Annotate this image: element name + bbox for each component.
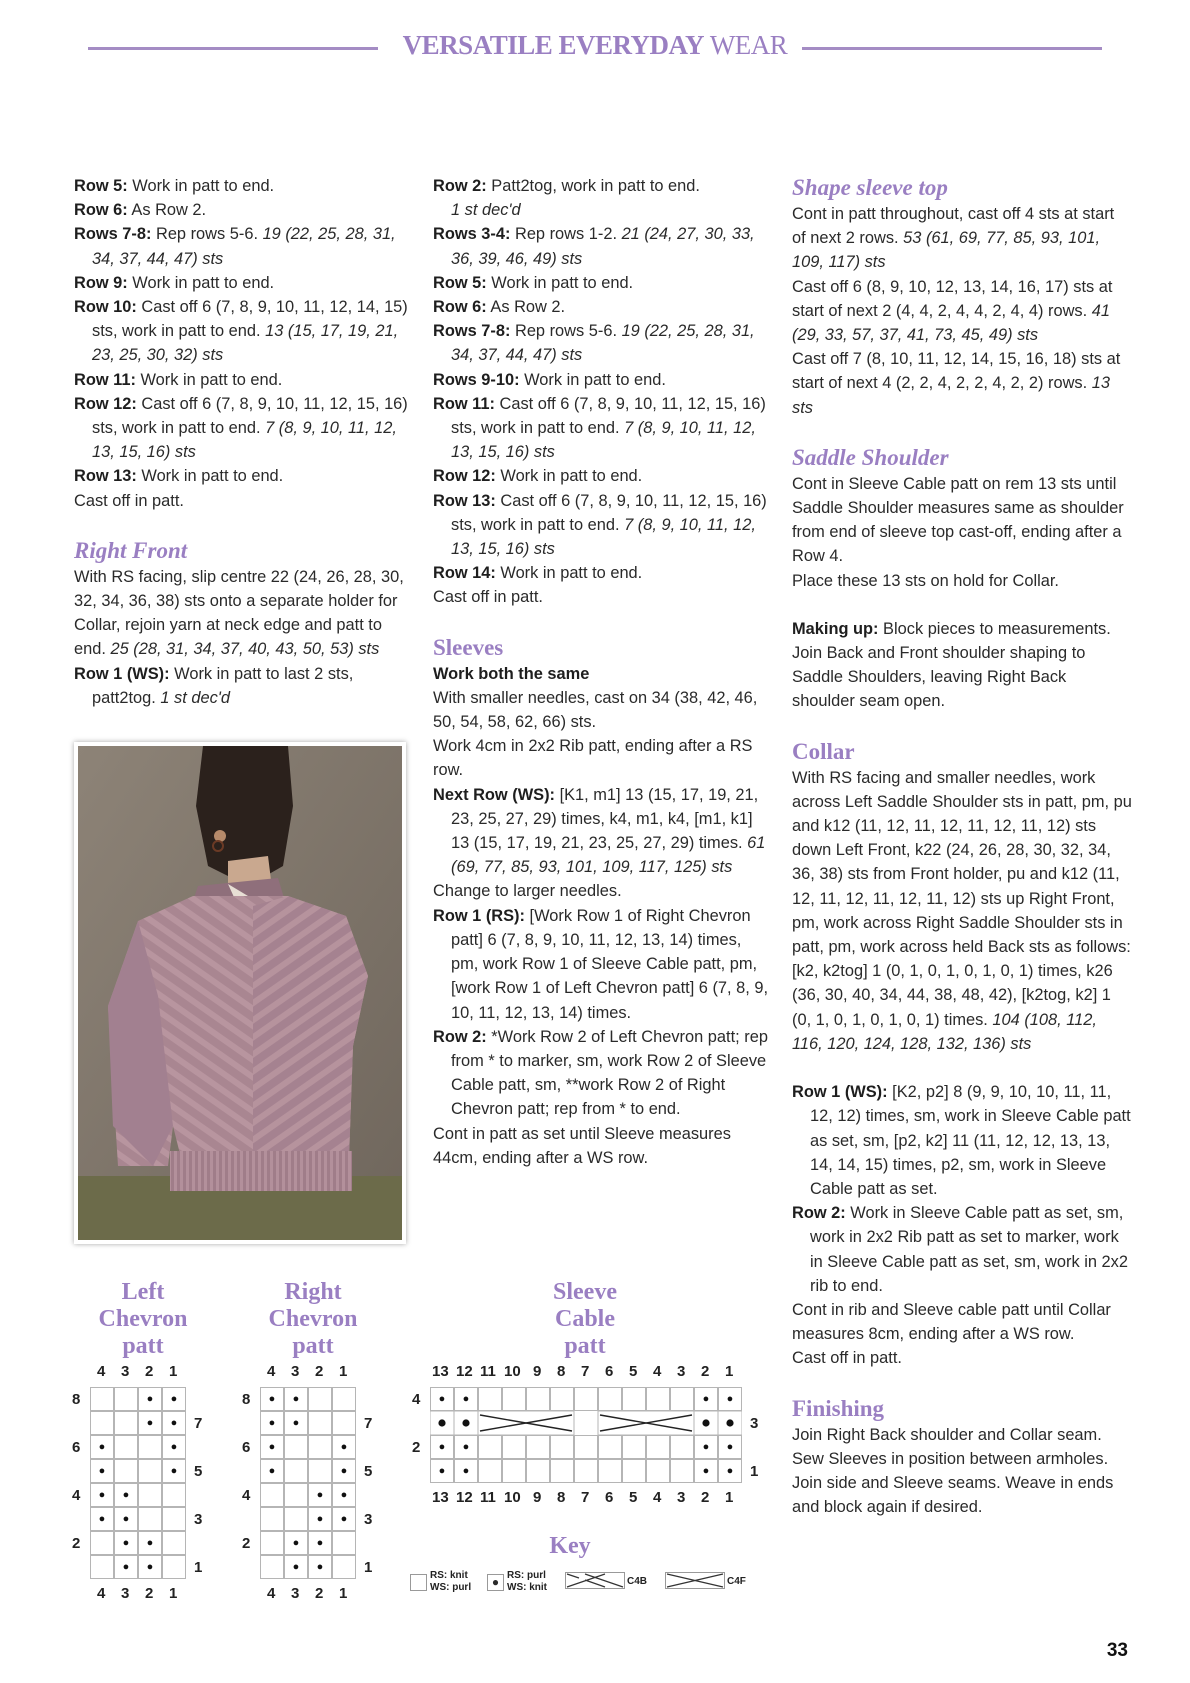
- right-chevron-cell: [332, 1387, 356, 1411]
- sleeve-col-label-top: 3: [677, 1363, 686, 1380]
- row-13b: Row 13: Cast off 6 (7, 8, 9, 10, 11, 12, 15, 16) sts, work in patt to end. 7 (8, 9, 10, 11, 12, 13, 15, 16) sts: [433, 491, 767, 559]
- knit-swatch: [410, 1574, 427, 1591]
- purl-dot: [726, 1419, 733, 1426]
- sleeve-cell: [502, 1459, 526, 1483]
- row-5: Row 5: Work in patt to end.: [74, 177, 275, 195]
- sleeve-cell: [646, 1387, 670, 1411]
- sleeve-cell: ●: [694, 1435, 718, 1459]
- sleeve-col-label-top: 6: [605, 1363, 614, 1380]
- sleeve-cell: [574, 1459, 598, 1483]
- rows-9-10: Rows 9-10: Work in patt to end.: [433, 370, 666, 389]
- right-chevron-cell: [332, 1411, 356, 1435]
- sleeve-col-label-bottom: 13: [432, 1489, 449, 1506]
- heading-shape-sleeve-top: Shape sleeve top: [792, 175, 948, 200]
- left-chevron-cell: [90, 1411, 114, 1435]
- row-11b: Row 11: Cast off 6 (7, 8, 9, 10, 11, 12, 15, 16) sts, work in patt to end. 7 (8, 9, 10, 11, 12, 13, 15, 16) sts: [433, 394, 766, 462]
- sleeve-cable-title: Sleeve Cable patt: [553, 1279, 617, 1359]
- heading-finishing: Finishing: [792, 1395, 885, 1421]
- row-6b: Row 6: As Row 2.: [433, 298, 566, 317]
- sleeve-cell: ●: [454, 1435, 478, 1459]
- sleeve-col-label-bottom: 4: [653, 1489, 662, 1506]
- left-chevron-col-label-top: 4: [97, 1363, 106, 1380]
- right-chevron-cell: ●: [308, 1531, 332, 1555]
- row-12b: Row 12: Work in patt to end.: [433, 467, 643, 486]
- left-chevron-cell: [114, 1387, 138, 1411]
- key-c4f: [665, 1572, 746, 1595]
- sleeve-cell: ●: [430, 1435, 454, 1459]
- right-chevron-cell: ●: [308, 1483, 332, 1507]
- collar-2: Cont in rib and Sleeve cable patt until Collar measures 8cm, ending after a WS row.: [792, 1300, 1111, 1344]
- left-chevron-col-label-top: 2: [145, 1363, 154, 1380]
- left-chevron-cell: ●: [162, 1435, 186, 1459]
- left-chevron-cell: ●: [138, 1555, 162, 1579]
- purl-label: RS: purl WS: knit: [507, 1570, 547, 1593]
- sleeve-length: Cont in patt as set until Sleeve measures 44cm, ending after a WS row.: [433, 1124, 731, 1167]
- right-chevron-cell: [332, 1555, 356, 1579]
- right-chevron-cell: ●: [332, 1483, 356, 1507]
- knit-label: RS: knit WS: purl: [430, 1570, 472, 1593]
- sleeve-row-label: 4: [412, 1391, 421, 1408]
- sleeve-cell: [574, 1435, 598, 1459]
- sleeve-cell: [646, 1459, 670, 1483]
- collar-row-2: Row 2: Work in Sleeve Cable patt as set, sm, work in 2x2 Rib patt as set to marker, work in Sleeve Cable patt as set, sm, work in 2x2 rib to end.: [792, 1204, 1128, 1295]
- work-both-same: Work both the same: [433, 664, 590, 683]
- section-title: [88, 30, 1102, 61]
- right-chevron-cell: [260, 1483, 284, 1507]
- left-chevron-col-label-bottom: 2: [145, 1585, 154, 1602]
- sleeve-col-label-top: 8: [557, 1363, 566, 1380]
- right-chevron-col-label-top: 3: [291, 1363, 300, 1380]
- rows-7-8: Rows 7-8: Rep rows 5-6. 19 (22, 25, 28, 31, 34, 37, 44, 47) sts: [74, 225, 396, 268]
- left-chevron-cell: ●: [138, 1411, 162, 1435]
- heading-collar: Collar: [792, 738, 855, 764]
- c4f-icon: [665, 1572, 725, 1590]
- sleeve-col-label-bottom: 5: [629, 1489, 638, 1506]
- key-c4b: [565, 1572, 648, 1595]
- right-chevron-cell: [260, 1507, 284, 1531]
- row-9: Row 9: Work in patt to end.: [74, 273, 275, 292]
- left-chevron-cell: ●: [90, 1507, 114, 1531]
- left-chevron-cell: [138, 1507, 162, 1531]
- right-chevron-row-label: 3: [364, 1511, 373, 1528]
- sleeve-cell: [526, 1459, 550, 1483]
- left-chevron-cell: [114, 1459, 138, 1483]
- right-chevron-row-label: 1: [364, 1559, 373, 1576]
- rows-7-8b: Rows 7-8: Rep rows 5-6. 19 (22, 25, 28, 31, 34, 37, 44, 47) sts: [433, 322, 755, 365]
- right-chevron-cell: [260, 1531, 284, 1555]
- right-chevron-cell: [284, 1459, 308, 1483]
- sleeve-cell: [622, 1435, 646, 1459]
- purl-dot: [438, 1419, 445, 1426]
- left-chevron-row-label: 6: [72, 1439, 81, 1456]
- row-5b: Row 5: Work in patt to end.: [433, 273, 634, 292]
- right-chevron-cell: ●: [284, 1531, 308, 1555]
- sleeve-cell: [598, 1459, 622, 1483]
- purl-dot: [462, 1419, 469, 1426]
- shape-2: Cast off 6 (8, 9, 10, 12, 13, 14, 16, 17) sts at start of next 2 (4, 4, 2, 4, 4, 2, 4, 4) rows. 41 (29, 33, 57, 37, 41, 73, 45, 49) sts: [792, 277, 1113, 345]
- next-row-ws: Next Row (WS): [K1, m1] 13 (15, 17, 19, 21, 23, 25, 27, 29) times, k4, m1, k4, [m1, k1] 13 (15, 17, 19, 21, 23, 25, 27, 29) times. 61 (69, 77, 85, 93, 101, 109, 117, 125) sts: [433, 785, 766, 877]
- sleeve-cell: ●: [454, 1459, 478, 1483]
- saddle-2: Place these 13 sts on hold for Collar.: [792, 571, 1059, 590]
- sleeve-cell: [478, 1435, 502, 1459]
- sleeve-cell: [502, 1435, 526, 1459]
- sleeve-rib: Work 4cm in 2x2 Rib patt, ending after a RS row.: [433, 737, 753, 780]
- left-chevron-cell: [90, 1555, 114, 1579]
- right-chevron-cell: [308, 1459, 332, 1483]
- row-1-ws: Row 1 (WS): Work in patt to last 2 sts, patt2tog. 1 st dec'd: [74, 664, 354, 707]
- sleeve-col-label-bottom: 11: [480, 1489, 496, 1506]
- sleeve-col-label-bottom: 2: [701, 1489, 710, 1506]
- left-chevron-cell: [162, 1531, 186, 1555]
- sleeve-cell: ●: [694, 1459, 718, 1483]
- right-chevron-cell: [308, 1387, 332, 1411]
- left-chevron-cell: ●: [162, 1459, 186, 1483]
- sleeve-col-label-top: 10: [504, 1363, 521, 1380]
- sleeve-col-label-top: 12: [456, 1363, 473, 1380]
- sleeve-row-label: 3: [750, 1415, 759, 1432]
- sleeve-col-label-top: 9: [533, 1363, 542, 1380]
- row-12: Row 12: Cast off 6 (7, 8, 9, 10, 11, 12, 15, 16) sts, work in patt to end. 7 (8, 9, 10, 11, 12, 13, 15, 16) sts: [74, 394, 408, 462]
- sleeve-cell: [526, 1387, 550, 1411]
- sleeve-col-label-top: 7: [581, 1363, 590, 1380]
- row-2-dec: 1 st dec'd: [451, 201, 521, 220]
- right-chevron-cell: ●: [308, 1507, 332, 1531]
- collar-row-1: Row 1 (WS): [K2, p2] 8 (9, 9, 10, 10, 11, 11, 12, 12) times, sm, work in Sleeve Cable patt as set, sm, [p2, k2] 11 (11, 12, 12, 13, 13, 14, 14, 15) times, p2, sm, work in Sleeve Cable patt as set.: [792, 1083, 1131, 1198]
- right-chevron-cell: [284, 1483, 308, 1507]
- sleeve-col-label-bottom: 12: [456, 1489, 473, 1506]
- left-chevron-cell: [162, 1507, 186, 1531]
- sleeve-cell: [550, 1459, 574, 1483]
- left-chevron-col-label-top: 3: [121, 1363, 130, 1380]
- right-front-text: With RS facing, slip centre 22 (24, 26, 28, 30, 32, 34, 36, 38) sts onto a separate holder for Collar, rejoin yarn at neck edge and patt to end. 25 (28, 31, 34, 37, 40, 43, 50, 53) sts: [74, 567, 404, 659]
- right-chevron-cell: ●: [332, 1435, 356, 1459]
- right-chevron-col-label-bottom: 2: [315, 1585, 324, 1602]
- sleeve-cell: [598, 1435, 622, 1459]
- column-2: [433, 174, 773, 1170]
- sleeve-col-label-top: 4: [653, 1363, 662, 1380]
- left-chevron-cell: [162, 1555, 186, 1579]
- sleeve-cell: ●: [454, 1387, 478, 1411]
- sleeve-col-label-top: 5: [629, 1363, 638, 1380]
- sleeve-cell: [478, 1459, 502, 1483]
- sleeve-cell: [478, 1387, 502, 1411]
- sleeve-col-label-bottom: 8: [557, 1489, 566, 1506]
- left-chevron-title: Left Chevron patt: [98, 1279, 188, 1359]
- left-chevron-row-label: 8: [72, 1391, 81, 1408]
- sleeve-cell: ●: [430, 1459, 454, 1483]
- finishing-text: Join Right Back shoulder and Collar seam. Sew Sleeves in position between armholes. Join side and Sleeve seams. Weave in ends and block again if desired.: [792, 1425, 1114, 1517]
- sleeve-cast-on: With smaller needles, cast on 34 (38, 42, 46, 50, 54, 58, 62, 66) sts.: [433, 688, 758, 732]
- column-3: [792, 174, 1132, 1519]
- left-chevron-cell: ●: [162, 1387, 186, 1411]
- left-chevron-cell: [114, 1411, 138, 1435]
- right-chevron-row-label: 2: [242, 1535, 251, 1552]
- sleeve-cell: [526, 1435, 550, 1459]
- sleeve-cell: ●: [718, 1387, 742, 1411]
- c4b-icon: [565, 1572, 625, 1590]
- sleeve-cell: [550, 1435, 574, 1459]
- left-chevron-cell: ●: [90, 1435, 114, 1459]
- right-chevron-cell: ●: [284, 1387, 308, 1411]
- right-chevron-title: Right Chevron patt: [268, 1279, 358, 1359]
- sleeve-cell: [550, 1387, 574, 1411]
- collar-3: Cast off in patt.: [792, 1349, 902, 1368]
- right-chevron-col-label-top: 4: [267, 1363, 276, 1380]
- left-chevron-cell: [138, 1483, 162, 1507]
- left-chevron-col-label-bottom: 3: [121, 1585, 130, 1602]
- section-title-light: WEAR: [709, 30, 788, 60]
- shape-1: Cont in patt throughout, cast off 4 sts at start of next 2 rows. 53 (61, 69, 77, 85, 93, 101, 109, 117) sts: [792, 205, 1115, 272]
- right-chevron-row-label: 6: [242, 1439, 251, 1456]
- sleeve-cell: ●: [718, 1435, 742, 1459]
- row-1-rs: Row 1 (RS): [Work Row 1 of Right Chevron patt] 6 (7, 8, 9, 10, 11, 12, 13, 14) times, pm, work Row 1 of Sleeve Cable patt, pm, [work Row 1 of Left Chevron patt] 6 (7, 8, 9, 10, 11, 12, 13, 14) times.: [433, 906, 769, 1022]
- left-chevron-cell: [90, 1387, 114, 1411]
- left-chevron-cell: ●: [114, 1507, 138, 1531]
- sleeve-col-label-top: 1: [725, 1363, 734, 1380]
- making-up: Making up: Block pieces to measurements. Join Back and Front shoulder shaping to Saddle Shoulders, leaving Right Back shoulder seam open.: [792, 619, 1111, 711]
- left-chevron-cell: [90, 1531, 114, 1555]
- change-needles: Change to larger needles.: [433, 882, 622, 901]
- c4b-label: C4B: [627, 1576, 648, 1587]
- right-chevron-col-label-top: 2: [315, 1363, 324, 1380]
- left-chevron-row-label: 5: [194, 1463, 203, 1480]
- saddle-1: Cont in Sleeve Cable patt on rem 13 sts until Saddle Shoulder measures same as shoulder from end of sleeve top cast-off, ending after a Row 4.: [792, 474, 1124, 566]
- left-chevron-cell: [162, 1483, 186, 1507]
- left-chevron-cell: ●: [114, 1483, 138, 1507]
- left-chevron-row-label: 7: [194, 1415, 203, 1432]
- right-chevron-cell: ●: [260, 1459, 284, 1483]
- right-chevron-row-label: 7: [364, 1415, 373, 1432]
- sleeve-col-label-bottom: 6: [605, 1489, 614, 1506]
- sweater-photo: [74, 742, 406, 1244]
- sleeve-cell: [670, 1387, 694, 1411]
- cable-crosses: [430, 1411, 742, 1435]
- left-chevron-cell: [114, 1435, 138, 1459]
- row-6: Row 6: As Row 2.: [74, 201, 207, 220]
- right-chevron-cell: ●: [332, 1507, 356, 1531]
- sleeve-cell: ●: [694, 1387, 718, 1411]
- right-chevron-cell: [260, 1555, 284, 1579]
- purl-dot: [702, 1419, 709, 1426]
- left-chevron-cell: ●: [90, 1483, 114, 1507]
- sleeve-cell: [622, 1387, 646, 1411]
- sleeve-cell: ●: [430, 1387, 454, 1411]
- right-chevron-cell: [332, 1531, 356, 1555]
- row-13: Row 13: Work in patt to end.: [74, 467, 284, 486]
- left-chevron-cell: ●: [138, 1387, 162, 1411]
- left-chevron-row-label: 4: [72, 1487, 81, 1504]
- left-chevron-col-label-bottom: 1: [169, 1585, 178, 1602]
- key-title: Key: [549, 1533, 591, 1559]
- cast-off-line-2: Cast off in patt.: [433, 588, 543, 607]
- row-11: Row 11: Work in patt to end.: [74, 370, 283, 389]
- left-chevron-col-label-bottom: 4: [97, 1585, 106, 1602]
- left-chevron-cell: ●: [90, 1459, 114, 1483]
- sleeve-cell: [622, 1459, 646, 1483]
- left-chevron-cell: [138, 1459, 162, 1483]
- right-chevron-cell: ●: [308, 1555, 332, 1579]
- right-chevron-row-label: 8: [242, 1391, 251, 1408]
- sleeve-cell: ●: [718, 1459, 742, 1483]
- shape-3: Cast off 7 (8, 10, 11, 12, 14, 15, 16, 18) sts at start of next 4 (2, 2, 4, 2, 2, 4, 2, 2) rows. 13 sts: [792, 350, 1121, 417]
- purl-swatch: ●: [487, 1574, 504, 1591]
- left-chevron-row-label: 2: [72, 1535, 81, 1552]
- right-chevron-col-label-bottom: 4: [267, 1585, 276, 1602]
- left-chevron-cell: ●: [114, 1531, 138, 1555]
- rows-3-4: Rows 3-4: Rep rows 1-2. 21 (24, 27, 30, 33, 36, 39, 46, 49) sts: [433, 225, 755, 268]
- right-chevron-cell: [284, 1435, 308, 1459]
- sleeve-row-label: 1: [750, 1463, 759, 1480]
- right-chevron-cell: ●: [260, 1387, 284, 1411]
- sleeve-cell: [574, 1387, 598, 1411]
- sleeve-cell: [598, 1387, 622, 1411]
- sleeve-cell: [670, 1435, 694, 1459]
- right-chevron-row-label: 5: [364, 1463, 373, 1480]
- heading-saddle-shoulder: Saddle Shoulder: [792, 444, 949, 470]
- page-number: 33: [1106, 1640, 1128, 1661]
- sleeve-col-label-bottom: 1: [725, 1489, 734, 1506]
- row-10: Row 10: Cast off 6 (7, 8, 9, 10, 11, 12, 14, 15) sts, work in patt to end. 13 (15, 17, 19, 21, 23, 25, 30, 32) sts: [74, 298, 408, 365]
- sleeve-col-label-bottom: 3: [677, 1489, 686, 1506]
- sleeve-col-label-bottom: 7: [581, 1489, 590, 1506]
- section-title-bold: VERSATILE EVERYDAY: [402, 30, 705, 60]
- row-2: Row 2: Patt2tog, work in patt to end.: [433, 177, 700, 195]
- sleeve-col-label-bottom: 10: [504, 1489, 521, 1506]
- right-chevron-cell: [308, 1411, 332, 1435]
- sleeve-col-label-bottom: 9: [533, 1489, 542, 1506]
- sleeve-col-label-top: 11: [480, 1363, 496, 1380]
- left-chevron-cell: ●: [114, 1555, 138, 1579]
- right-chevron-cell: ●: [332, 1459, 356, 1483]
- running-header: [88, 28, 1102, 68]
- left-chevron-cell: ●: [162, 1411, 186, 1435]
- sleeve-cell: [502, 1387, 526, 1411]
- sleeve-col-label-top: 13: [432, 1363, 449, 1380]
- left-chevron-row-label: 1: [194, 1559, 203, 1576]
- right-chevron-cell: ●: [284, 1555, 308, 1579]
- left-chevron-row-label: 3: [194, 1511, 203, 1528]
- sleeve-cell: [646, 1435, 670, 1459]
- right-chevron-cell: [308, 1435, 332, 1459]
- collar-1: With RS facing and smaller needles, work across Left Saddle Shoulder sts in patt, pm, pu and k12 (11, 12, 11, 12, 11, 12, 11, 12) sts down Left Front, k22 (24, 26, 28, 30, 32, 34, 36, 38) sts from Front holder, pu and k12 (11, 12, 11, 12, 11, 12, 11, 12) sts up Right Front, pm, work across Right Saddle Shoulder sts in patt, pm, work across held Back sts as follows: [k2, k2tog] 1 (0, 1, 0, 1, 0, 1, 0, 1) times, k26 (36, 30, 40, 34, 44, 38, 48, 42), [k2tog, k2] 1 (0, 1, 0, 1, 0, 1, 0, 1) times. 104 (108, 112, 116, 120, 124, 128, 132, 136) sts: [792, 768, 1132, 1053]
- right-chevron-cell: ●: [260, 1435, 284, 1459]
- heading-right-front: Right Front: [74, 537, 188, 563]
- row-2-sleeve: Row 2: *Work Row 2 of Left Chevron patt; rep from * to marker, sm, work Row 2 of Sleeve Cable patt, sm, **work Row 2 of Right Chevron patt; rep from * to end.: [433, 1027, 768, 1119]
- right-chevron-cell: ●: [284, 1411, 308, 1435]
- row-14: Row 14: Work in patt to end.: [433, 564, 643, 583]
- right-chevron-cell: ●: [260, 1411, 284, 1435]
- right-chevron-col-label-bottom: 1: [339, 1585, 348, 1602]
- sleeve-row-label: 2: [412, 1439, 421, 1456]
- heading-sleeves: Sleeves: [433, 634, 504, 660]
- c4f-label: C4F: [727, 1576, 746, 1587]
- sleeve-cell: [670, 1459, 694, 1483]
- left-chevron-cell: ●: [138, 1531, 162, 1555]
- left-chevron-cell: [138, 1435, 162, 1459]
- sleeve-col-label-top: 2: [701, 1363, 710, 1380]
- right-chevron-col-label-top: 1: [339, 1363, 348, 1380]
- column-1: [74, 174, 414, 710]
- right-chevron-cell: [284, 1507, 308, 1531]
- right-chevron-col-label-bottom: 3: [291, 1585, 300, 1602]
- right-chevron-row-label: 4: [242, 1487, 251, 1504]
- left-chevron-col-label-top: 1: [169, 1363, 178, 1380]
- cast-off-line: Cast off in patt.: [74, 491, 184, 510]
